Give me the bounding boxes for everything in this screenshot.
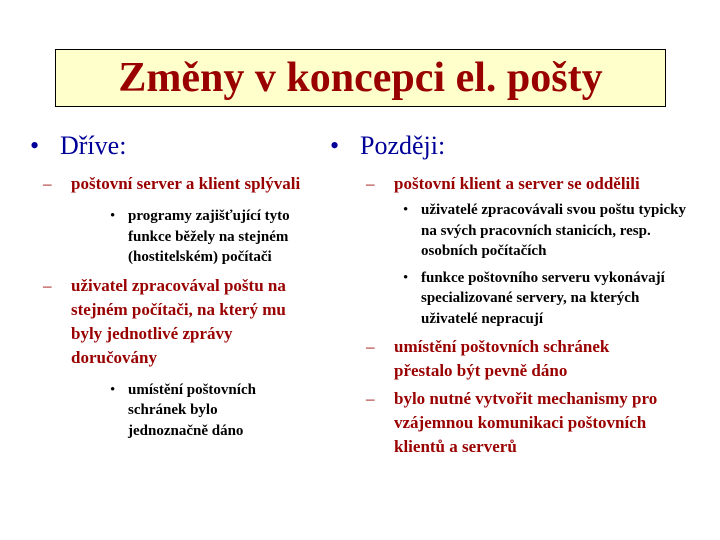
title-box bbox=[55, 49, 666, 107]
bullet-icon: • bbox=[403, 202, 409, 218]
right-item-2 bbox=[366, 335, 666, 383]
dash-icon: – bbox=[366, 174, 375, 193]
slide-title: Změny v koncepci el. pošty bbox=[118, 55, 603, 101]
left-heading-text: Dříve: bbox=[60, 131, 127, 160]
right-item-1 bbox=[366, 172, 710, 196]
dash-icon: – bbox=[366, 337, 375, 356]
left-item-1-sub-1-text: programy zajišťující tyto funkce běžely na stejném (hostitelském) počítači bbox=[128, 208, 290, 265]
right-item-3-text: bylo nutné vytvořit mechanismy pro vzájemnou komunikaci poštovních klientů a serverů bbox=[394, 389, 658, 456]
right-item-1-sub-1-text: uživatelé zpracovávali svou poštu typicky na svých pracovních stanicích, resp. osobních počítačích bbox=[421, 202, 686, 259]
left-column bbox=[30, 130, 330, 441]
left-item-2 bbox=[43, 274, 313, 370]
left-heading bbox=[30, 130, 330, 162]
right-item-3 bbox=[366, 387, 676, 459]
left-item-1-text: poštovní server a klient splývali bbox=[71, 174, 301, 193]
right-item-1-sub-1 bbox=[403, 200, 703, 262]
right-item-1-sub-2 bbox=[403, 268, 693, 330]
bullet-icon: • bbox=[403, 269, 409, 286]
right-column bbox=[330, 130, 710, 459]
dash-icon: – bbox=[43, 275, 52, 295]
right-heading-text: Později: bbox=[360, 131, 446, 160]
left-item-2-sub-1-text: umístění poštovních schránek bylo jednoznačně dáno bbox=[128, 381, 256, 439]
dash-icon: – bbox=[43, 174, 52, 193]
bullet-icon: • bbox=[330, 131, 340, 160]
right-item-1-sub-2-text: funkce poštovního serveru vykonávají specializované servery, na kterých uživatelé nepracují bbox=[421, 269, 665, 327]
left-item-1 bbox=[43, 172, 313, 196]
bullet-icon: • bbox=[110, 381, 116, 398]
dash-icon: – bbox=[366, 389, 375, 408]
bullet-icon: • bbox=[30, 131, 40, 160]
bullet-icon: • bbox=[110, 208, 116, 224]
right-heading bbox=[330, 130, 710, 162]
right-item-2-text: umístění poštovních schránek přestalo být pevně dáno bbox=[394, 337, 610, 380]
left-item-1-sub-1 bbox=[110, 206, 330, 268]
right-item-1-text: poštovní klient a server se oddělili bbox=[394, 174, 640, 193]
left-item-2-sub-1 bbox=[110, 380, 300, 442]
left-item-2-text: uživatel zpracovával poštu na stejném počítači, na který mu byly jednotlivé zprávy doručovány bbox=[71, 275, 286, 367]
